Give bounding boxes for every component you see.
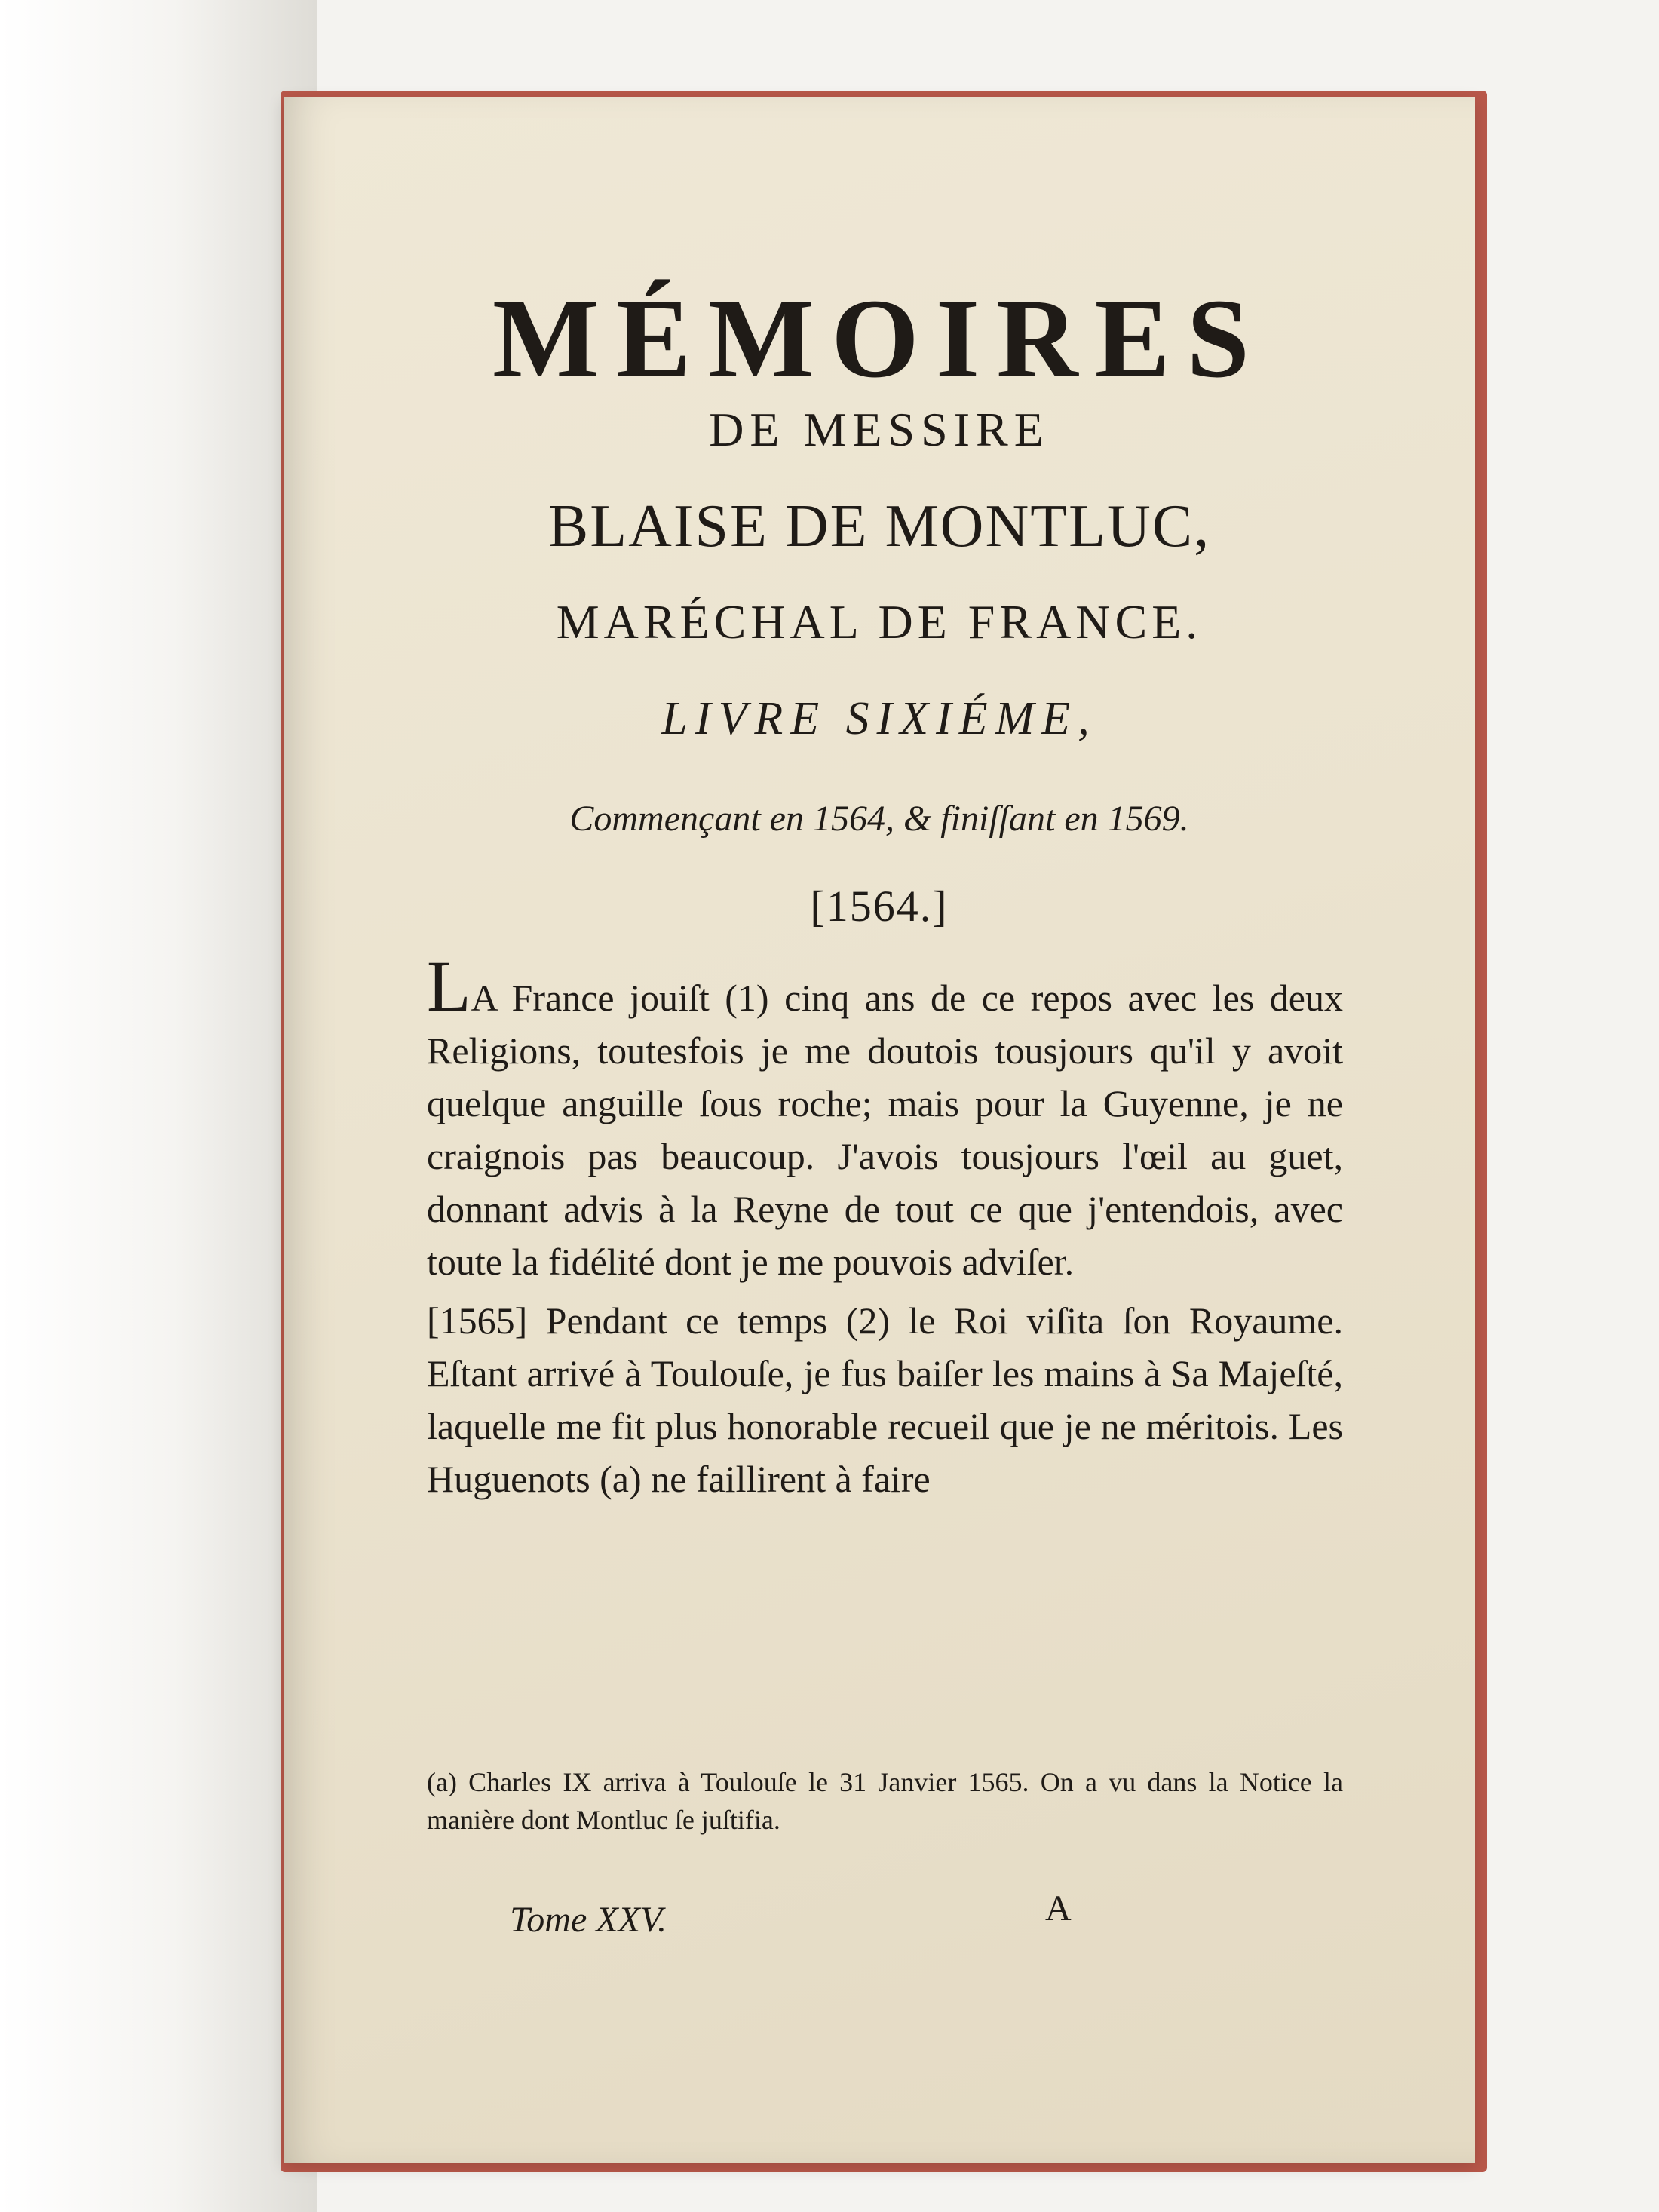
year-heading: [1564.] (810, 882, 949, 931)
body-text (427, 946, 1343, 1505)
paragraph-2: [1565] Pendant ce temps (2) le Roi viſita ſon Royaume. Eſtant arrivé à Toulouſe, je fus baiſer les mains à Sa Majeſté, laquelle me fit plus honorable recueil que je ne méritois. Les Huguenots (a) ne faillirent à faire (427, 1299, 1343, 1500)
subtitle-author: BLAISE DE MONTLUC, (547, 493, 1211, 560)
page-title: MÉMOIRES (492, 276, 1267, 401)
paragraph-1 (427, 946, 1343, 1288)
book-heading: LIVRE SIXIÉME, (661, 693, 1097, 744)
subtitle-rank: MARÉCHAL DE FRANCE. (556, 595, 1203, 649)
book-page (284, 97, 1475, 2163)
signature-mark: A (1045, 1888, 1072, 1928)
paragraph-1-text: A France jouiſt (1) cinq ans de ce repos avec les deux Religions, toutesfois je me doutois tousjours qu'il y avoit quelque anguille ſous roche; mais pour la Guyenne, je ne craignois pas beaucoup. J'avois tousjours l'œil au guet, donnant advis à la Reyne de tout ce que j'entendois, avec toute la fidélité dont je me pouvois adviſer. (427, 977, 1343, 1283)
drop-cap: L (427, 946, 471, 1026)
facing-page (0, 0, 317, 2212)
subtitle-de-messire: DE MESSIRE (709, 403, 1050, 456)
period-line: Commençant en 1564, & finiſſant en 1569. (569, 799, 1189, 839)
bleed-through-text (90, 45, 113, 149)
footnote: (a) Charles IX arriva à Toulouſe le 31 Janvier 1565. On a vu dans la Notice la manière dont Montluc ſe juſtifia. (427, 1767, 1343, 1835)
tome-label: Tome XXV. (510, 1900, 667, 1940)
